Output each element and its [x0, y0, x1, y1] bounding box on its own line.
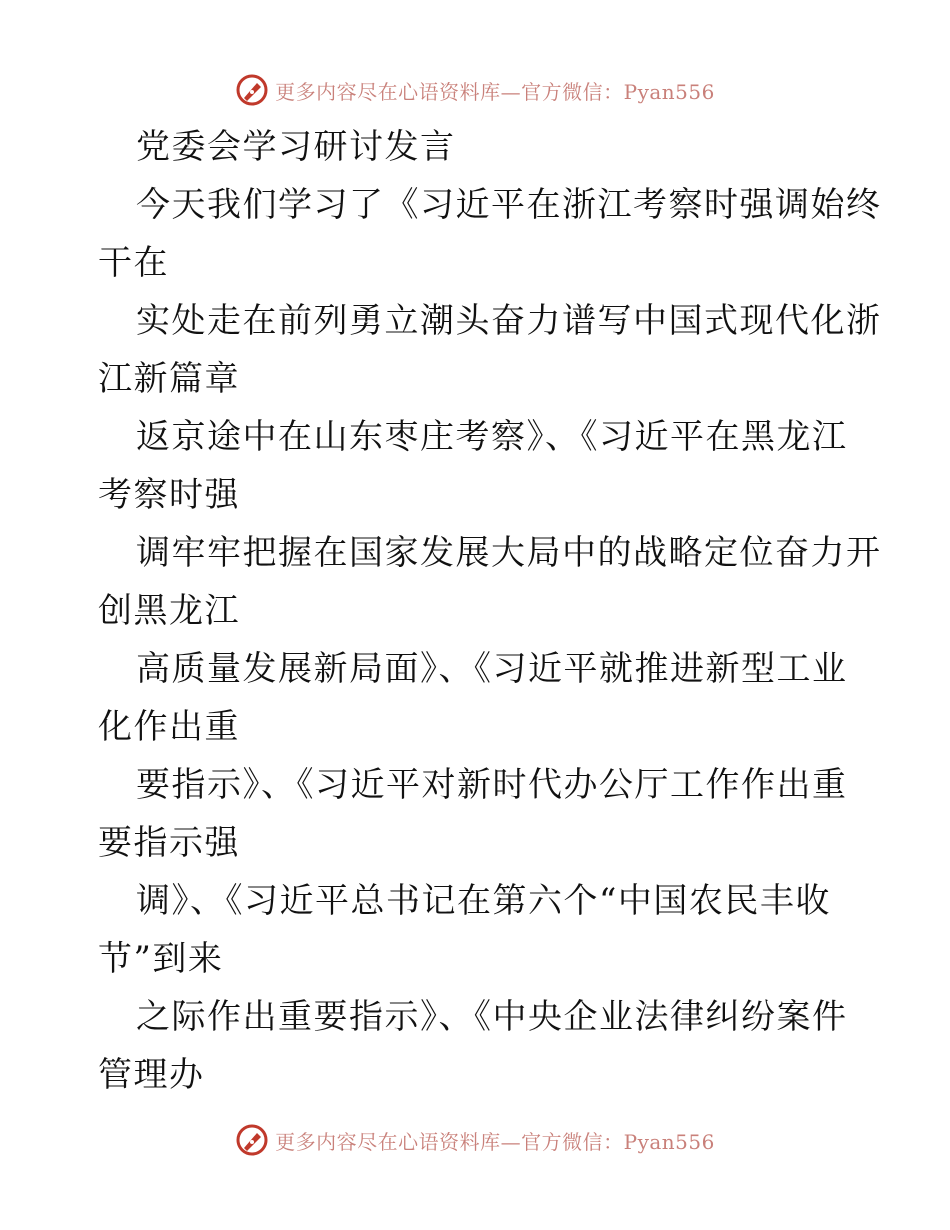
paragraph-line: 干在: [98, 243, 169, 283]
paragraph-line: 节”到来: [98, 939, 224, 979]
fountain-pen-logo-icon: [235, 1123, 269, 1157]
document-title: 党委会学习研讨发言: [136, 127, 456, 167]
paragraph-line: 今天我们学习了《习近平在浙江考察时强调始终: [136, 185, 882, 225]
paragraph-line: 调牢牢把握在国家发展大局中的战略定位奋力开: [136, 533, 882, 573]
document-body: [98, 118, 882, 1104]
paragraph-line: 江新篇章: [98, 359, 240, 399]
paragraph-line: 之际作出重要指示》、《中央企业法律纠纷案件: [136, 997, 848, 1037]
paragraph-line: 创黑龙江: [98, 591, 240, 631]
header-banner: [0, 70, 950, 110]
fountain-pen-logo-icon: [235, 73, 269, 107]
header-banner-text: 更多内容尽在心语资料库—官方微信：Pyan556: [275, 79, 715, 104]
paragraph-line: 返京途中在山东枣庄考察》、《习近平在黑龙江: [136, 417, 848, 457]
paragraph-line: 要指示强: [98, 823, 240, 863]
paragraph-line: 高质量发展新局面》、《习近平就推进新型工业: [136, 649, 848, 689]
paragraph-line: 管理办: [98, 1055, 205, 1095]
paragraph-line: 考察时强: [98, 475, 240, 515]
paragraph-line: 要指示》、《习近平对新时代办公厅工作作出重: [136, 765, 848, 805]
footer-banner-text: 更多内容尽在心语资料库—官方微信：Pyan556: [275, 1129, 715, 1154]
paragraph-line: 化作出重: [98, 707, 240, 747]
paragraph-line: 实处走在前列勇立潮头奋力谱写中国式现代化浙: [136, 301, 882, 341]
footer-banner: [0, 1120, 950, 1160]
paragraph-line: 调》、《习近平总书记在第六个“中国农民丰收: [136, 881, 831, 921]
